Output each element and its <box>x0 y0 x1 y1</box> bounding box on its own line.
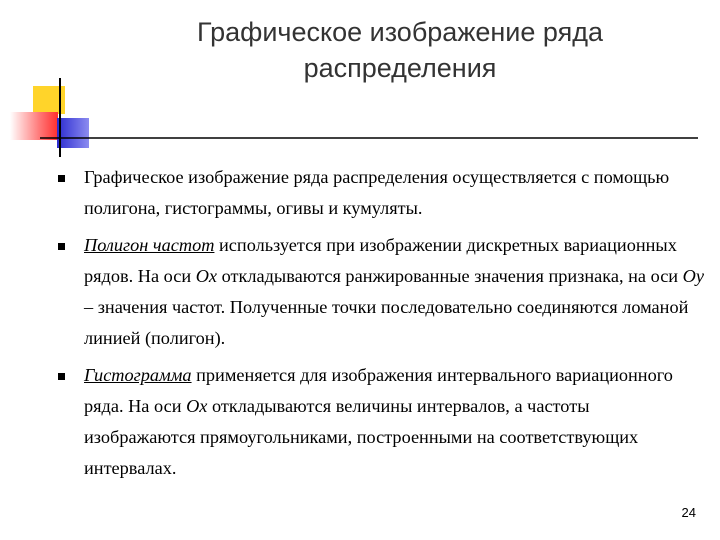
deco-blue-square <box>57 118 89 148</box>
term-histogram: Гистограмма <box>84 365 192 385</box>
bullet-item <box>54 360 704 484</box>
square-bullet-icon <box>58 373 65 380</box>
bullet-text-run: используется при изображении дискретных вариационных рядов. На оси <box>84 235 677 286</box>
slide-title-line1: Графическое изображение ряда <box>196 17 604 47</box>
page-number: 24 <box>681 505 696 520</box>
axis-ox-label: Ox <box>195 266 218 286</box>
square-bullet-icon <box>58 243 65 250</box>
bullet-list <box>54 162 704 490</box>
bullet-item <box>54 230 704 354</box>
bullet-text-run: Графическое изображение ряда распределения осуществляется с помощью полигона, гистограммы, огивы и кумуляты. <box>84 167 670 218</box>
axis-ox-label: Ox <box>186 396 208 416</box>
bullet-text-run: откладываются ранжированные значения признака, на оси <box>217 266 683 286</box>
square-bullet-icon <box>58 175 65 182</box>
deco-red-square <box>10 112 58 140</box>
bullet-item <box>54 162 704 224</box>
bullet-text <box>84 360 704 484</box>
axis-oy-label: Oy <box>682 266 704 286</box>
bullet-text-run: применяется для изображения интервального вариационного ряда. На оси <box>84 365 673 416</box>
bullet-text-run: – значения частот. Полученные точки последовательно соединяются ломаной линией (полигон). <box>84 297 689 348</box>
bullet-text <box>84 162 704 224</box>
term-polygon: Полигон частот <box>84 235 215 255</box>
bullet-text <box>84 230 704 354</box>
slide-title-line2: распределения <box>303 53 497 83</box>
slide-title <box>150 14 650 86</box>
bullet-text-run: откладываются величины интервалов, а частоты изображаются прямоугольниками, построенными на соответствующих интервалах. <box>84 396 639 478</box>
